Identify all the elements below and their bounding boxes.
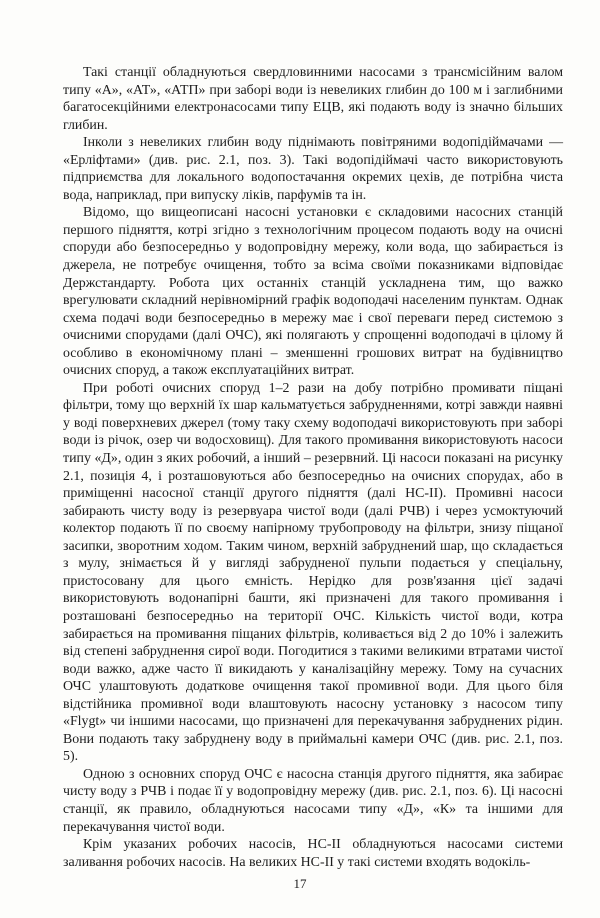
paragraph-6: Крім указаних робочих насосів, НС-ІІ обладнуються насосами системи заливання робочих насосів. На великих НС-ІІ у такі системи входять водокіль-: [63, 837, 563, 870]
paragraph-4: При роботі очисних споруд 1–2 рази на добу потрібно промивати піщані фільтри, тому що верхній їх шар кальматується забрудненнями, котрі завжди наявні у воді поверхневих джерел (тому таку схему водоподачі використовують при заборі води із річок, озер чи водосховищ). Для такого промивання використовують насоси типу «Д», один з яких робочий, а інший – резервний. Ці насоси показані на рисунку 2.1, позиція 4, і розташовуються або безпосередньо на очисних спорудах, або в приміщенні насосної станції другого підняття (далі НС-ІІ). Промивні насоси забирають чисту воду із резервуара чистої води (далі РЧВ) і через усмоктуючий колектор подають її по своєму напірному трубопроводу на фільтри, знизу піщаної засипки, зворотним ходом. Таким чином, верхній забруднений шар, що складається з мулу, знімається й у вигляді забрудненої пульпи подається у спеціальну, пристосовану для цього ємність. Нерідко для розв'язання цієї задачі використовують водонапірні башти, які призначені для такого промивання і розташовані безпосередньо на території ОЧС. Кількість чистої води, котра забирається на промивання піщаних фільтрів, коливається від 2 до 10% і залежить від степені забруднення сирої води. Погодитися з такими великими втратами чистої води важко, адже часто її викидають у каналізаційну мережу. Тому на сучасних ОЧС улаштовують додаткове очищення такої промивної води. Для цього біля відстійника промивної води влаштовують насосну установку з насосом типу «Flygt» чи іншими насосами, що призначені для перекачування забруднених рідин. Вони подають таку забруднену воду в приймальні камери ОЧС (див. рис. 2.1, поз. 5).: [63, 380, 563, 765]
paragraph-2: Інколи з невеликих глибин воду піднімають повітряними водопідіймачами — «Ерліфтами» (див. рис. 2.1, поз. 3). Такі водопідіймачі часто використовують підприємства для локального водопостачання окремих цехів, де потрібна чиста вода, наприклад, при випуску ліків, парфумів та ін.: [63, 135, 563, 203]
paragraph-5: Одною з основних споруд ОЧС є насосна станція другого підняття, яка забирає чисту воду з РЧВ і подає її у водопровідну мережу (див. рис. 2.1, поз. 6). Ці насосні станції, як правило, обладнуються насосами типу «Д», «К» та іншими для перекачування чистої води.: [63, 766, 563, 835]
body-text: [63, 64, 563, 871]
page-number: 17: [293, 876, 307, 891]
paragraph-3: Відомо, що вищеописані насосні установки є складовими насосних станцій першого підняття, котрі згідно з технологічним процесом подають воду на очисні споруди або безпосередньо у водопровідну мережу, коли вода, що забирається із джерела, не потребує очищення, тобто за всіма своїми показниками відповідає Держстандарту. Робота цих останніх станцій ускладнена тим, що важко врегулювати складний нерівномірний графік водоподачі населеним пунктам. Однак схема подачі води безпосередньо в мережу має і свої переваги перед системою з очисними спорудами (далі ОЧС), які полягають у спрощенні водоподачі в цілому й особливо в економічному плані – зменшенні грошових витрат на будівництво очисних споруд, а також експлуатаційних витрат.: [63, 205, 563, 379]
paragraph-1: Такі станції обладнуються свердловинними насосами з трансмісійним валом типу «А», «АТ», «АТП» при заборі води із невеликих глибин до 100 м і заглибними багатосекційними електронасосами типу ЕЦВ, які подають воду із значно більших глибин.: [63, 65, 563, 133]
